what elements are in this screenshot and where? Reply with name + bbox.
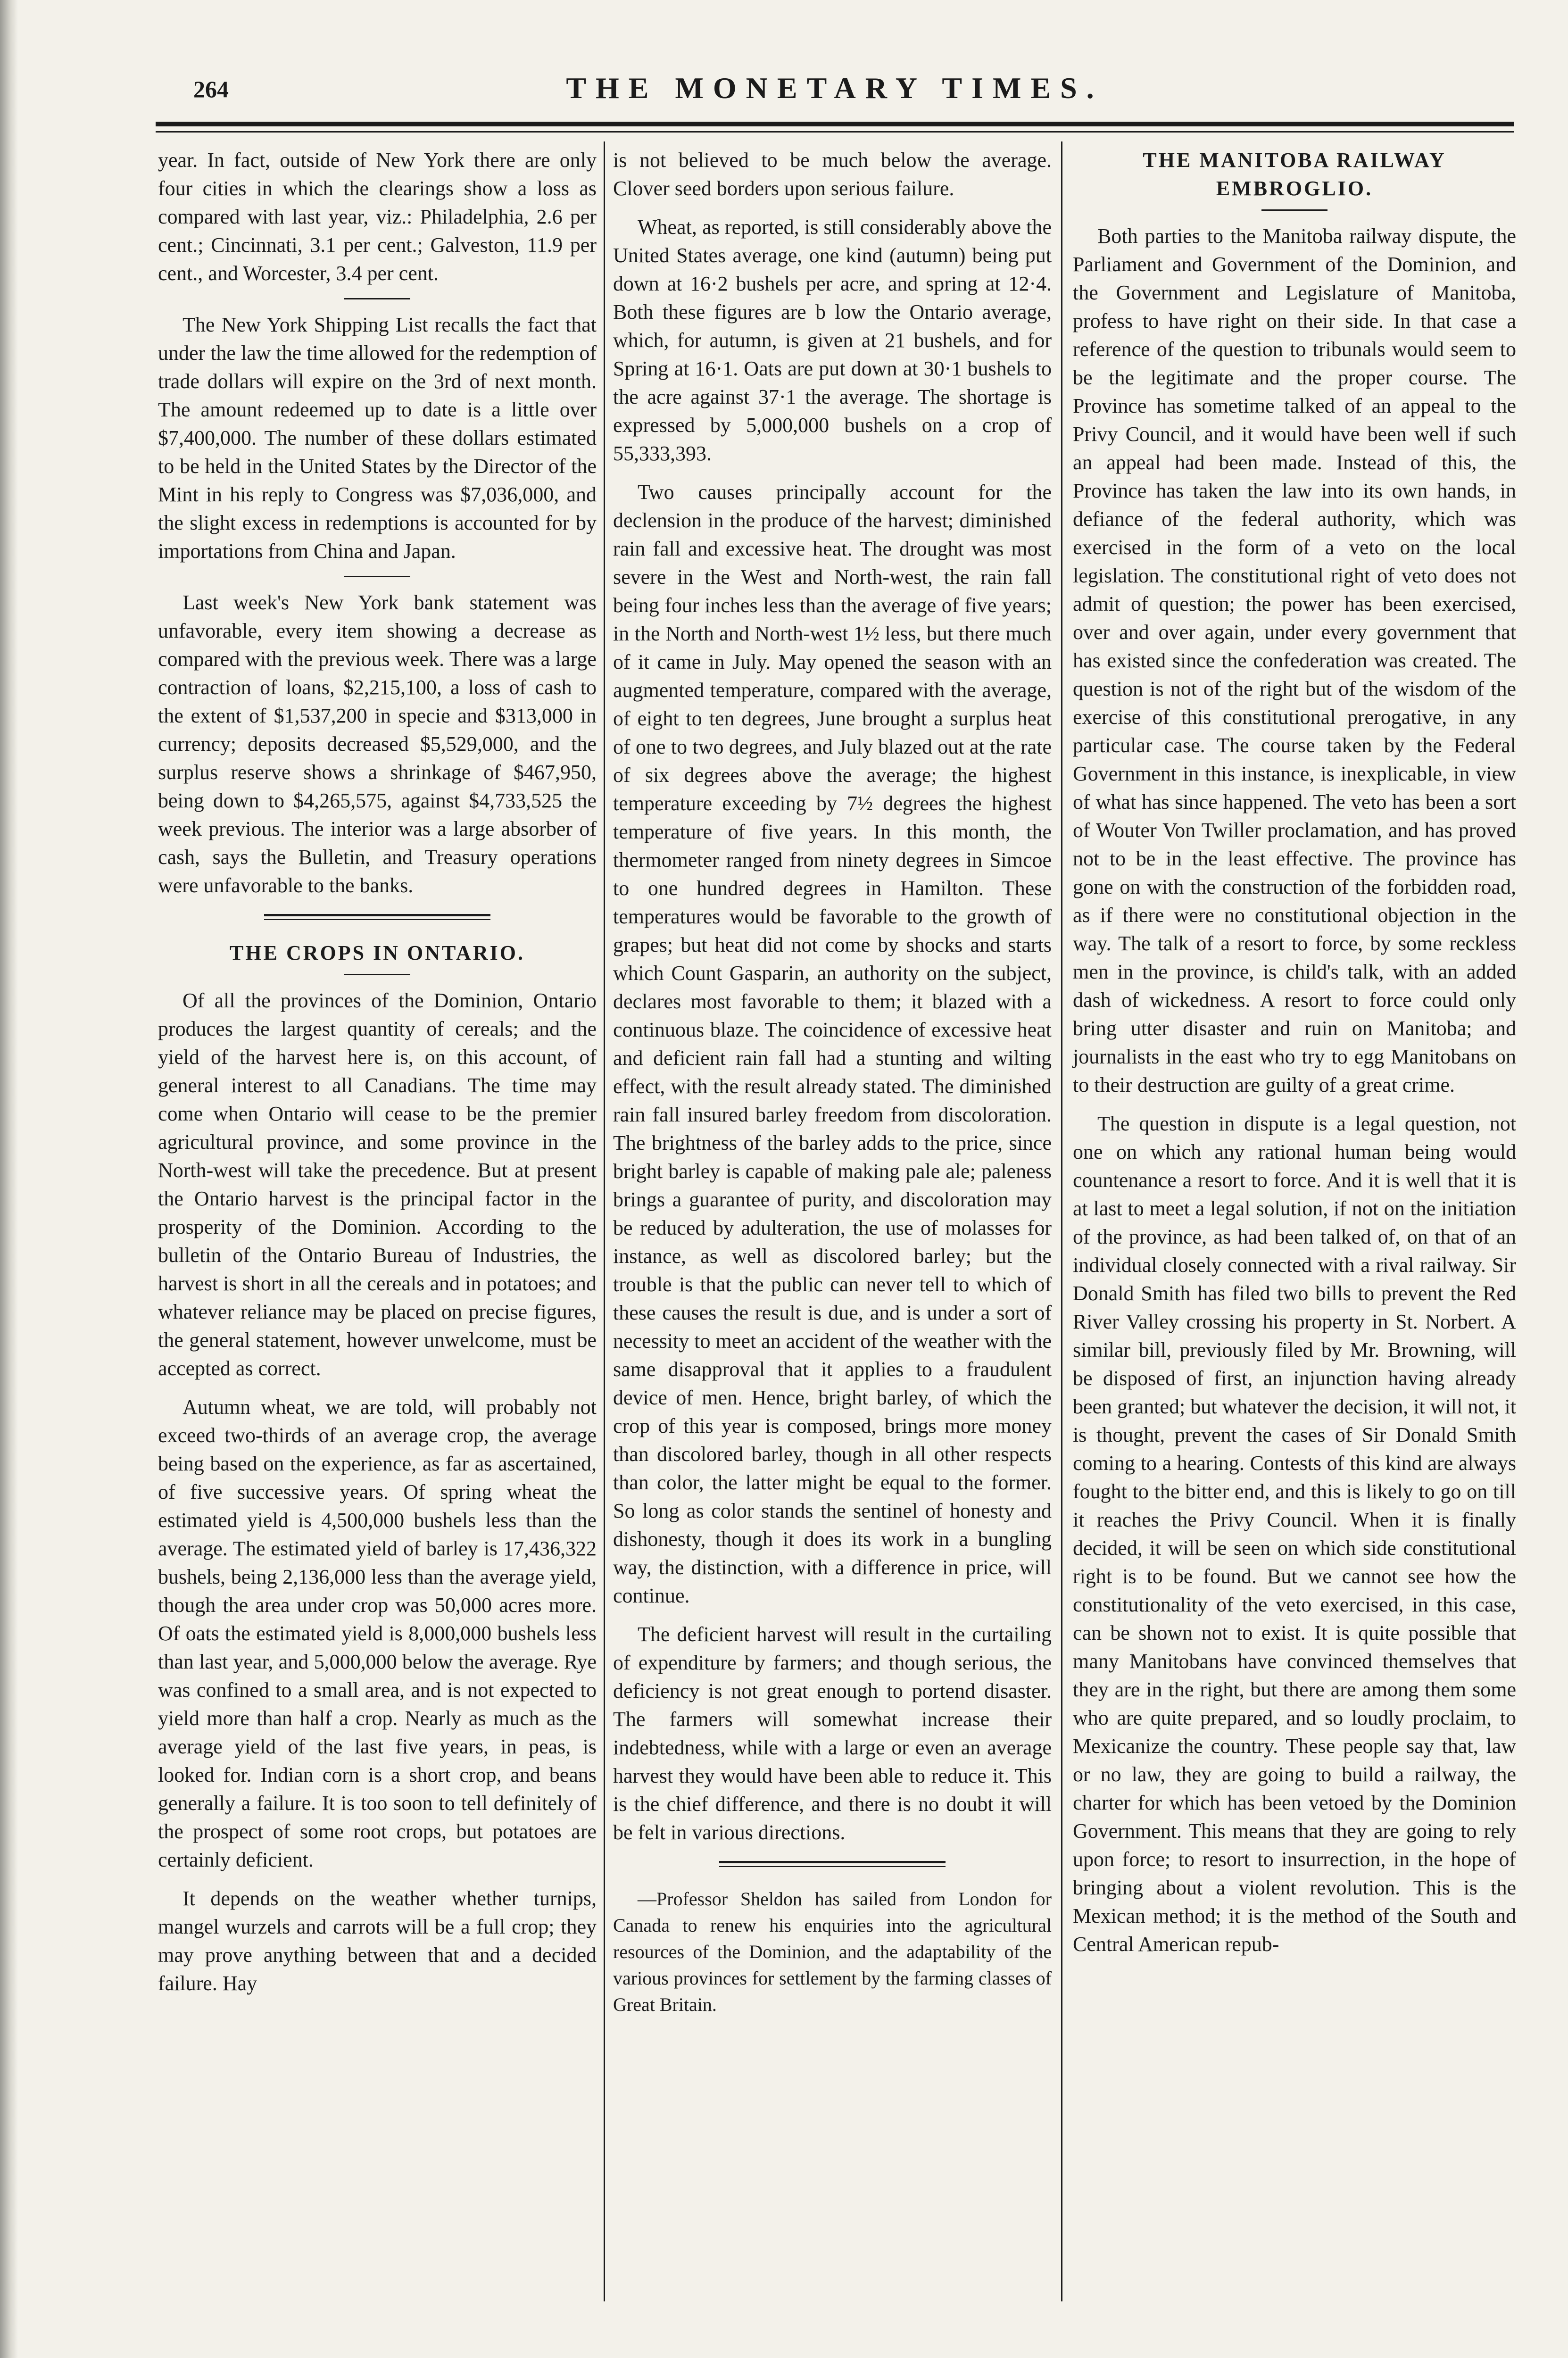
paragraph: Of all the provinces of the Dominion, Ontario produces the largest quantity of cereals; and the yield of the harvest here is, on this account, of general interest to all Canadians. The time may come when Ontario will cease to be the premier agricultural province, and some province in the North-west will take the precedence. But at present the Ontario harvest is the principal factor in the prosperity of the Dominion. According to the bulletin of the Ontario Bureau of Industries, the harvest is short in all the cereals and in potatoes; and whatever reliance may be placed on precise figures, the general statement, however unwelcome, must be accepted as correct. [158, 989, 597, 1380]
column-divider [604, 141, 605, 2301]
separator-rule [344, 974, 410, 975]
separator-rule [1261, 209, 1327, 211]
column-divider [1061, 141, 1062, 2301]
column-right [1073, 146, 1516, 1969]
page-header [156, 71, 1514, 113]
page-number: 264 [193, 76, 229, 102]
section-title: THE CROPS IN ONTARIO. [230, 941, 525, 964]
paragraph: Both parties to the Manitoba railway dispute, the Parliament and Government of the Dominion, and the Government and Legislature of Manitoba, profess to have right on their side. In that case a reference of the question to tribunals would seem to be the legitimate and the proper course. The Province has sometime talked of an appeal to the Privy Council, and it would have been well if such an appeal had been made. Instead of this, the Province has taken the law into its own hands, in defiance of the federal authority, which was exercised in the form of a veto on the local legislation. The constitutional right of veto does not admit of question; the power has been exercised, over and over again, under every government that has existed since the confederation was created. The question is not of the right but of the wisdom of the exercise of this constitutional prerogative, in any particular case. The course taken by the Federal Government in this instance, is inexplicable, in view of what has since happened. The veto has been a sort of Wouter Von Twiller proclamation, and has proved not to be in the least effective. The province has gone on with the construction of the forbidden road, as if there were no constitutional objection in the way. The talk of a resort to force, by some reckless men in the province, is child's talk, with an added dash of wickedness. A resort to force could only bring utter disaster and ruin on Manitoba; and journalists in the east who try to egg Manitobans on to their destruction are guilty of a great crime. [1073, 224, 1516, 1096]
news-note: —Professor Sheldon has sailed from London for Canada to renew his enquiries into the agricultural resources of the Dominion, and the adaptability of the various provinces for settlement by the farming classes of Great Britain. [613, 1888, 1052, 2015]
header-rule [156, 122, 1514, 126]
paragraph: is not believed to be much below the average. Clover seed borders upon serious failure. [613, 149, 1052, 200]
section-divider [264, 914, 490, 920]
separator-rule [344, 298, 410, 299]
column-left [158, 146, 597, 2008]
paragraph: The deficient harvest will result in the curtailing of expenditure by farmers; and though serious, the deficiency is not great enough to portend disaster. The farmers will somewhat increase their indebtedness, while with a large or even an average harvest they would have been able to reduce it. This is the chief difference, and there is no doubt it will be felt in various directions. [613, 1623, 1052, 1844]
paragraph: Wheat, as reported, is still considerably above the United States average, one kind (autumn) being put down at 16·2 bushels per acre, and spring at 12·4. Both these figures are b low the Ontario average, which, for autumn, is given at 21 bushels, and for Spring at 16·1. Oats are put down at 30·1 bushels to the acre against 37·1 the average. The shortage is expressed by 5,000,000 bushels on a crop of 55,333,393. [613, 216, 1052, 465]
masthead-title: THE MONETARY TIMES. [566, 71, 1103, 105]
paragraph: The New York Shipping List recalls the fact that under the law the time allowed for the redemption of trade dollars will expire on the 3rd of next month. The amount redeemed up to date is a little over $7,400,000. The number of these dollars estimated to be held in the United States by the Director of the Mint in his reply to Congress was $7,036,000, and the slight excess in redemptions is accounted for by importations from China and Japan. [158, 313, 597, 563]
paragraph: year. In fact, outside of New York there are only four cities in which the clearings show a loss as compared with last year, viz.: Philadelphia, 2.6 per cent.; Cincinnati, 3.1 per cent.; Galveston, 11.9 per cent., and Worcester, 3.4 per cent. [158, 149, 597, 285]
paragraph: Last week's New York bank statement was unfavorable, every item showing a decrease as compared with the previous week. There was a large contraction of loans, $2,215,100, a loss of cash to the extent of $1,537,200 in specie and $313,000 in currency; deposits decreased $5,529,000, and the surplus reserve shows a shrinkage of $467,950, being down to $4,265,575, against $4,733,525 the week previous. The interior was a large absorber of cash, says the Bulletin, and Treasury operations were unfavorable to the banks. [158, 591, 597, 897]
paragraph: It depends on the weather whether turnips, mangel wurzels and carrots will be a full crop; they may prove anything between that and a decided failure. Hay [158, 1887, 597, 1995]
column-middle [613, 146, 1052, 2028]
separator-rule [344, 576, 410, 577]
paragraph: Two causes principally account for the declension in the produce of the harvest; diminished rain fall and excessive heat. The drought was most severe in the West and North-west, the rain fall being four inches less than the average of five years; in the North and North-west 1½ less, but there much of it came in July. May opened the season with an augmented temperature, compared with the average, of eight to ten degrees, June brought a surplus heat of one to two degrees, and July blazed out at the rate of six degrees above the average; the highest temperature exceeding by 7½ degrees the highest temperature of five years. In this month, the thermometer ranged from ninety degrees in Simcoe to one hundred degrees in Hamilton. These temperatures would be favorable to the growth of grapes; but heat did not come by shocks and starts which Count Gasparin, an authority on the subject, declares most favorable to them; it blazed with a continuous blaze. The coincidence of excessive heat and deficient rain fall had a stunting and wilting effect, with the result already stated. The diminished rain fall insured barley freedom from discoloration. The brightness of the barley adds to the price, since bright barley is capable of making pale ale; paleness brings a guarantee of purity, and discoloration may be reduced by adulteration, the use of molasses for instance, as well as discolored barley; but the trouble is that the public can never tell to which of these causes the result is due, and is under a sort of necessity to meet an accident of the weather with the same disapproval that it applies to a fraudulent device of men. Hence, bright barley, of which the crop of this year is composed, brings more money than discolored barley, though in all other respects than color, the latter might be equal to the former. So long as color stands the sentinel of honesty and dishonesty, though it does its work in a bungling way, the distinction, with a difference in price, will continue. [613, 481, 1052, 1607]
paragraph: The question in dispute is a legal question, not one on which any rational human being would countenance a resort to force. And it is well that it is at last to meet a legal solution, if not on the initiation of the province, as had been talked of, on that of an individual closely connected with a rival railway. Sir Donald Smith has filed two bills to prevent the Red River Valley crossing his property in St. Norbert. A similar bill, previously filed by Mr. Browning, will be disposed of first, an injunction having already been granted; but whatever the decision, it will not, it is thought, prevent the cases of Sir Donald Smith coming to a hearing. Contests of this kind are always fought to the bitter end, and this is likely to go on till it reaches the Privy Council. When it is finally decided, it will be seen on which side constitutional right is to be found. But we cannot see how the constitutionality of the veto exercised, in this case, can be shown not to exist. It is quite possible that many Manitobans have convinced themselves that they are in the right, but there are among them some who are quite prepared, and so loudly proclaim, to Mexicanize the country. These people say that, law or no law, they are going to build a railway, the charter for which has been vetoed by the Dominion Government. This means that they are going to rely upon force; to resort to insurrection, in the hope of bringing about a violent revolution. This is the Mexican method; it is the method of the South and Central American repub- [1073, 1112, 1516, 1956]
section-title: THE MANITOBA RAILWAY EMBROGLIO. [1143, 149, 1446, 200]
section-divider [719, 1861, 946, 1867]
paragraph: Autumn wheat, we are told, will probably not exceed two-thirds of an average crop, the average being based on the experience, as far as ascertained, of five successive years. Of spring wheat the estimated yield is 4,500,000 bushels less than the average. The estimated yield of barley is 17,436,322 bushels, being 2,136,000 less than the average yield, though the area under crop was 50,000 acres more. Of oats the estimated yield is 8,000,000 bushels less than last year, and 5,000,000 below the average. Rye was confined to a small area, and is not expected to yield more than half a crop. Nearly as much as the average yield of the last five years, in peas, is looked for. Indian corn is a short crop, and beans generally a failure. It is too soon to tell definitely of the prospect of some root crops, but potatoes are certainly deficient. [158, 1395, 597, 1871]
binding-edge [0, 0, 18, 2358]
header-rule-thin [156, 131, 1514, 133]
